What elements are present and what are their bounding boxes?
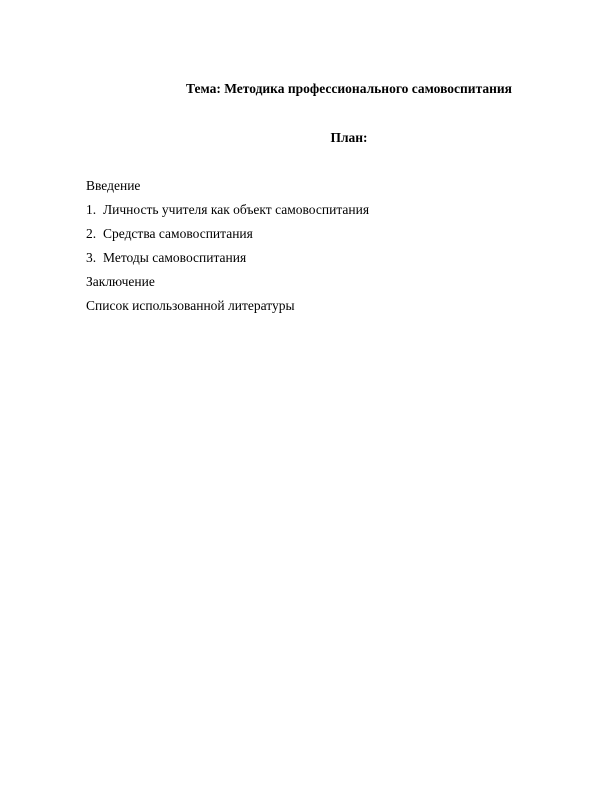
toc-item-text: Введение (86, 178, 141, 193)
toc-item-references (86, 298, 369, 322)
toc-item-introduction (86, 178, 369, 202)
document-title: Тема: Методика профессионального самовоспитания (186, 81, 512, 96)
toc-item-number: 1. (86, 202, 97, 217)
toc-item-number: 2. (86, 226, 97, 241)
toc-item-text: Личность учителя как объект самовоспитания (103, 202, 370, 217)
toc-item-text: Средства самовоспитания (103, 226, 253, 241)
toc-item-2 (86, 226, 369, 250)
table-of-contents (86, 178, 369, 322)
toc-item-1 (86, 202, 369, 226)
toc-item-text: Методы самовоспитания (103, 250, 247, 265)
toc-item-text: Список использованной литературы (86, 298, 295, 313)
toc-item-3 (86, 250, 369, 274)
toc-item-text: Заключение (86, 274, 155, 289)
toc-item-conclusion (86, 274, 369, 298)
toc-item-number: 3. (86, 250, 97, 265)
plan-heading: План: (330, 130, 368, 145)
